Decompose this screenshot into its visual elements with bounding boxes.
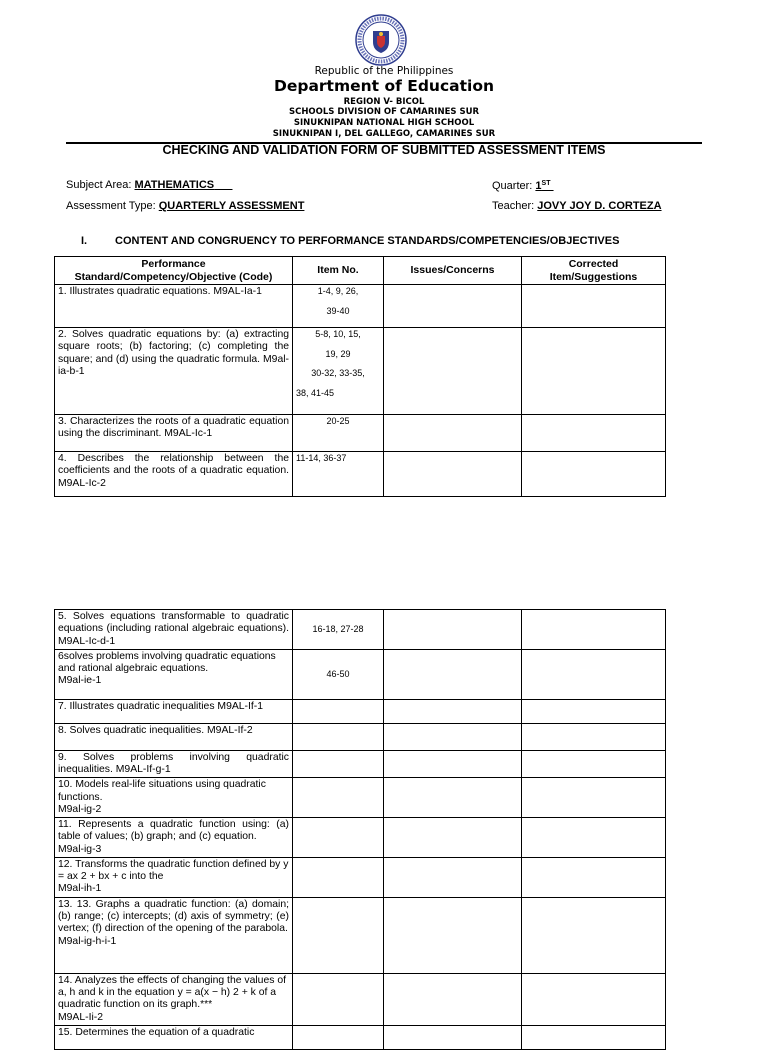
issues-cell[interactable]	[384, 285, 522, 328]
issues-cell[interactable]	[384, 328, 522, 415]
item-no-cell[interactable]	[293, 778, 384, 818]
form-title: CHECKING AND VALIDATION FORM OF SUBMITTED ASSESSMENT ITEMS	[162, 143, 606, 157]
issues-cell[interactable]	[384, 857, 522, 897]
table-row	[55, 649, 666, 699]
assessment-type-label: Assessment Type:	[66, 200, 159, 212]
competency-cell: 9. Solves problems involving quadratic inequalities. M9AL-If-g-1	[55, 750, 293, 778]
item-no-cell[interactable]	[293, 723, 384, 750]
competency-cell: 1. Illustrates quadratic equations. M9AL-Ia-1	[55, 285, 293, 328]
table-row	[55, 1025, 666, 1049]
competency-cell: 12. Transforms the quadratic function defined by y = ax 2 + bx + c into the M9al-ih-1	[55, 857, 293, 897]
competency-cell: 13. 13. Graphs a quadratic function: (a) domain; (b) range; (c) intercepts; (d) axis of symmetry; (e) vertex; (f) direction of the opening of the parabola. M9al-ig-h-i-1	[55, 897, 293, 973]
table-row	[55, 415, 666, 452]
assessment-type-value: QUARTERLY ASSESSMENT	[158, 200, 305, 212]
corrected-cell[interactable]	[522, 328, 666, 415]
assessment-table-page2	[54, 609, 666, 1050]
subject-area-value: MATHEMATICS	[134, 179, 215, 191]
issues-cell[interactable]	[384, 818, 522, 858]
teacher-field	[492, 201, 662, 212]
item-no-cell[interactable]	[293, 750, 384, 778]
subject-area-label: Subject Area:	[66, 179, 135, 191]
address-heading: SINUKNIPAN I, DEL GALLEGO, CAMARINES SUR	[272, 129, 496, 139]
corrected-cell[interactable]	[522, 285, 666, 328]
competency-cell: 4. Describes the relationship between the coefficients and the roots of a quadratic equation. M9AL-Ic-2	[55, 452, 293, 497]
corrected-cell[interactable]	[522, 610, 666, 650]
corrected-cell[interactable]	[522, 973, 666, 1025]
item-no-cell: 5-8, 10, 15, 19, 29 30-32, 33-35, 38, 41-45	[293, 328, 384, 415]
item-no-cell[interactable]	[293, 699, 384, 723]
corrected-cell[interactable]	[522, 649, 666, 699]
competency-cell: 8. Solves quadratic inequalities. M9AL-If-2	[55, 723, 293, 750]
table-row	[55, 610, 666, 650]
table-row	[55, 973, 666, 1025]
item-no-cell: 1-4, 9, 26, 39-40	[293, 285, 384, 328]
competency-cell: 7. Illustrates quadratic inequalities M9AL-If-1	[55, 699, 293, 723]
competency-cell: 10. Models real-life situations using quadratic functions. M9al-ig-2	[55, 778, 293, 818]
deped-seal-icon	[355, 14, 407, 66]
corrected-cell[interactable]	[522, 778, 666, 818]
item-no-cell[interactable]	[293, 973, 384, 1025]
corrected-cell[interactable]	[522, 452, 666, 497]
table-row	[55, 285, 666, 328]
issues-cell[interactable]	[384, 973, 522, 1025]
issues-cell[interactable]	[384, 415, 522, 452]
issues-cell[interactable]	[384, 723, 522, 750]
issues-cell[interactable]	[384, 750, 522, 778]
table-row	[55, 857, 666, 897]
issues-cell[interactable]	[384, 649, 522, 699]
competency-cell: 11. Represents a quadratic function using: (a) table of values; (b) graph; and (c) equation. M9al-ig-3	[55, 818, 293, 858]
table-row	[55, 452, 666, 497]
school-heading: SINUKNIPAN NATIONAL HIGH SCHOOL	[293, 118, 475, 128]
division-heading: SCHOOLS DIVISION OF CAMARINES SUR	[288, 107, 480, 117]
item-no-cell: 20-25	[293, 415, 384, 452]
issues-cell[interactable]	[384, 778, 522, 818]
table-row	[55, 897, 666, 973]
section-title: CONTENT AND CONGRUENCY TO PERFORMANCE STANDARDS/COMPETENCIES/OBJECTIVES	[115, 235, 620, 247]
competency-cell: 2. Solves quadratic equations by: (a) extracting square roots; (b) factoring; (c) completing the square; and (d) using the quadratic formula. M9al-ia-b-1	[55, 328, 293, 415]
issues-cell[interactable]	[384, 897, 522, 973]
competency-cell: 3. Characterizes the roots of a quadratic equation using the discriminant. M9AL-Ic-1	[55, 415, 293, 452]
header-corrected: Corrected Item/Suggestions	[522, 257, 666, 285]
issues-cell[interactable]	[384, 699, 522, 723]
table-row	[55, 723, 666, 750]
quarter-label: Quarter:	[492, 180, 536, 192]
section-heading	[81, 235, 619, 247]
corrected-cell[interactable]	[522, 1025, 666, 1049]
assessment-type-field	[66, 201, 304, 212]
table-row	[55, 778, 666, 818]
region-heading: REGION V- BICOL	[343, 97, 425, 107]
table-row	[55, 328, 666, 415]
corrected-cell[interactable]	[522, 857, 666, 897]
table-header-row	[55, 257, 666, 285]
subject-area-field	[66, 180, 232, 191]
header-issues: Issues/Concerns	[384, 257, 522, 285]
competency-cell: 14. Analyzes the effects of changing the values of a, h and k in the equation y = a(x − h) 2 + k of a quadratic function on its graph.*** M9AL-Ii-2	[55, 973, 293, 1025]
corrected-cell[interactable]	[522, 699, 666, 723]
item-no-cell: 46-50	[293, 649, 384, 699]
corrected-cell[interactable]	[522, 723, 666, 750]
table-row	[55, 818, 666, 858]
assessment-table-page1	[54, 256, 666, 497]
issues-cell[interactable]	[384, 1025, 522, 1049]
item-no-cell[interactable]	[293, 897, 384, 973]
quarter-value: 1ST	[535, 180, 551, 192]
competency-cell: 6solves problems involving quadratic equations and rational algebraic equations. M9al-ie-1	[55, 649, 293, 699]
item-no-cell: 16-18, 27-28	[293, 610, 384, 650]
header-competency: Performance Standard/Competency/Objective (Code)	[55, 257, 293, 285]
issues-cell[interactable]	[384, 452, 522, 497]
teacher-value: JOVY JOY D. CORTEZA	[537, 200, 662, 212]
competency-cell: 5. Solves equations transformable to quadratic equations (including rational algebraic equations). M9AL-Ic-d-1	[55, 610, 293, 650]
issues-cell[interactable]	[384, 610, 522, 650]
table-row	[55, 750, 666, 778]
corrected-cell[interactable]	[522, 897, 666, 973]
republic-heading: Republic of the Philippines	[314, 65, 454, 77]
header-item-no: Item No.	[293, 257, 384, 285]
corrected-cell[interactable]	[522, 818, 666, 858]
item-no-cell[interactable]	[293, 1025, 384, 1049]
item-no-cell: 11-14, 36-37	[293, 452, 384, 497]
corrected-cell[interactable]	[522, 415, 666, 452]
department-heading: Department of Education	[273, 77, 495, 95]
competency-cell: 15. Determines the equation of a quadratic	[55, 1025, 293, 1049]
quarter-field	[492, 180, 554, 192]
item-no-cell[interactable]	[293, 857, 384, 897]
section-number: I.	[81, 235, 88, 247]
corrected-cell[interactable]	[522, 750, 666, 778]
item-no-cell[interactable]	[293, 818, 384, 858]
table-row	[55, 699, 666, 723]
teacher-label: Teacher:	[492, 200, 538, 212]
